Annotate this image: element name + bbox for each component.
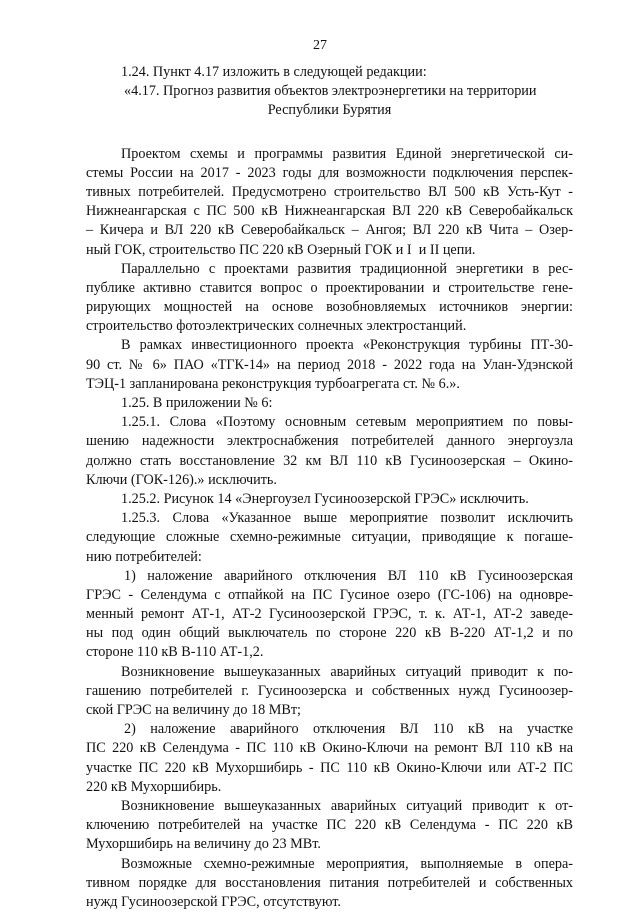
header-line-1: 1.24. Пункт 4.17 изложить в следующей редакции: bbox=[121, 64, 427, 80]
body-line: 1.25.1. Слова «Поэтому основным сетевым мероприятием по повы- bbox=[121, 414, 573, 431]
body-line: Параллельно с проектами развития традиционной энергетики в рес- bbox=[121, 260, 573, 277]
body-line: ГРЭС - Селендума с отпайкой на ПС Гусиное озеро (ГС-106) на одновре- bbox=[86, 586, 573, 603]
body-line: шению надежности электроснабжения потребителей данного энергоузла bbox=[86, 433, 573, 450]
body-line: стемы России на 2017 - 2023 годы для возможности подключения перспек- bbox=[86, 164, 573, 181]
body-line: Мухоршибирь на величину до 23 МВт. bbox=[86, 836, 321, 853]
body-line: ключению потребителей на участке ПС 220 кВ Селендума - ПС 220 кВ bbox=[86, 817, 573, 834]
body-line: ской ГРЭС на величину до 18 МВт; bbox=[86, 702, 301, 718]
body-text bbox=[86, 145, 573, 912]
body-line: рирующих мощностей на основе возобновляемых источников энергии: bbox=[86, 299, 573, 316]
body-line: В рамках инвестиционного проекта «Реконструкция турбины ПТ-30- bbox=[121, 337, 573, 354]
body-line: 1) наложение аварийного отключения ВЛ 110 кВ Гусиноозерская bbox=[124, 567, 573, 584]
body-line: публике активно ставится вопрос о проектировании и строительстве гене- bbox=[86, 279, 573, 296]
body-line: 1.25.2. Рисунок 14 «Энергоузел Гусиноозерской ГРЭС» исключить. bbox=[121, 490, 529, 507]
body-line: строительство фотоэлектрических солнечных электростанций. bbox=[86, 318, 467, 335]
body-line: следующие сложные схемно-режимные ситуации, приводящие к погаше- bbox=[86, 529, 573, 546]
body-line: Проектом схемы и программы развития Единой энергетической си- bbox=[121, 145, 573, 162]
body-line: участке ПС 220 кВ Мухоршибирь - ПС 110 кВ Окино-Ключи или АТ-2 ПС bbox=[86, 759, 573, 776]
body-line: 220 кВ Мухоршибирь. bbox=[86, 778, 222, 795]
body-line: Возможные схемно-режимные мероприятия, выполняемые в опера- bbox=[121, 855, 573, 872]
body-line: стороне 110 кВ В-110 АТ-1,2. bbox=[86, 644, 264, 661]
page-number: 27 bbox=[313, 38, 327, 53]
body-line: 2) наложение аварийного отключения ВЛ 110 кВ на участке bbox=[124, 721, 573, 738]
section-gap bbox=[86, 121, 573, 145]
body-line: тивных потребителей. Предусмотрено строительство ВЛ 500 кВ Усть-Кут - bbox=[86, 183, 573, 200]
body-line: гашению потребителей г. Гусиноозерска и собственных нужд Гусиноозер- bbox=[86, 682, 573, 699]
body-line: нию потребителей: bbox=[86, 548, 202, 565]
body-line: ПС 220 кВ Селендума - ПС 110 кВ Окино-Ключи на ремонт ВЛ 110 кВ на bbox=[86, 740, 573, 757]
header-line-3: Республики Бурятия bbox=[267, 102, 392, 119]
body-line: нужд Гусиноозерской ГРЭС, отсутствуют. bbox=[86, 893, 341, 910]
body-line: менный ремонт АТ-1, АТ-2 Гусиноозерской ГРЭС, т. к. АТ-1, АТ-2 заведе- bbox=[86, 606, 573, 623]
body-line: ны под один общий выключатель по стороне 220 кВ В-220 АТ-1,2 и по bbox=[86, 625, 573, 642]
body-line: должно стать восстановление 32 км ВЛ 110 кВ Гусиноозерская – Окино- bbox=[86, 452, 573, 469]
body-line: Ключи (ГОК-126).» исключить. bbox=[86, 471, 277, 488]
body-line: 1.25. В приложении № 6: bbox=[121, 395, 273, 411]
body-line: Возникновение вышеуказанных аварийных ситуаций приводит к от- bbox=[121, 797, 573, 814]
body-line: Возникновение вышеуказанных аварийных ситуаций приводит к по- bbox=[121, 663, 573, 680]
body-line: 90 ст. № 6» ПАО «ТГК-14» на период 2018 - 2022 года на Улан-Удэнской bbox=[86, 356, 573, 373]
header-line-2: «4.17. Прогноз развития объектов электроэнергетики на территории bbox=[124, 83, 537, 100]
body-line: ный ГОК, строительство ПС 220 кВ Озерный ГОК и I и II цепи. bbox=[86, 241, 476, 258]
body-line: Нижнеангарская с ПС 500 кВ Нижнеангарская ВЛ 220 кВ Северобайкальск bbox=[86, 203, 573, 220]
body-line: ТЭЦ-1 запланирована реконструкция турбоагрегата ст. № 6.». bbox=[86, 375, 460, 392]
document-body bbox=[86, 63, 573, 912]
body-line: 1.25.3. Слова «Указанное выше мероприятие позволит исключить bbox=[121, 510, 573, 527]
body-line: тивном порядке для восстановления питания потребителей и собственных bbox=[86, 874, 573, 891]
body-line: – Кичера и ВЛ 220 кВ Северобайкальск – Ангоя; ВЛ 220 кВ Чита – Озер- bbox=[86, 222, 573, 239]
